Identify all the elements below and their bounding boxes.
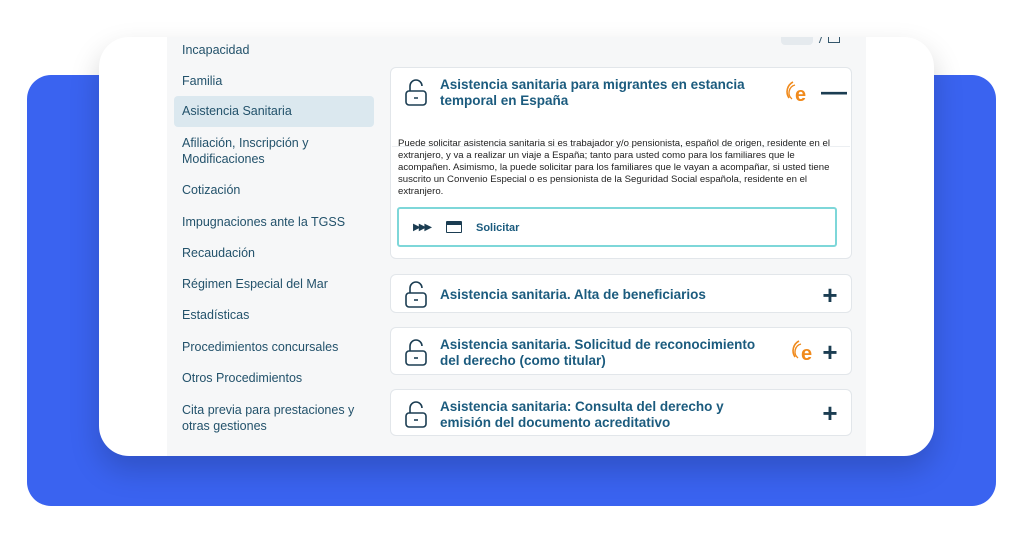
panel-title[interactable]: Asistencia sanitaria. Solicitud de reconocimiento del derecho (como titular) [440,337,756,368]
arrows-icon: ▶▶▶ [413,222,431,233]
service-panel-migrantes [390,67,852,259]
svg-text:e: e [795,84,807,106]
panel-title[interactable]: Asistencia sanitaria. Alta de beneficiarios [440,287,706,302]
solicitar-label: Solicitar [476,222,520,234]
window-icon [446,221,462,233]
sidebar-item-cotizacion[interactable]: Cotización [182,183,241,197]
svg-text:e: e [801,343,813,365]
expand-button[interactable]: + [822,337,838,367]
sidebar-item-regimen-mar[interactable]: Régimen Especial del Mar [182,277,328,291]
expand-button[interactable]: + [822,280,838,310]
sidebar-item-procedimientos-concursales[interactable]: Procedimientos concursales [182,340,339,354]
solicitar-button[interactable] [397,207,837,247]
sidebar-item-recaudacion[interactable]: Recaudación [182,246,255,260]
view-icon[interactable] [828,37,840,43]
sidebar-item-estadisticas[interactable]: Estadísticas [182,308,250,322]
collapse-button[interactable]: — [821,76,847,106]
top-toolbar-fragment [781,37,841,47]
sidebar-item-familia[interactable]: Familia [182,74,223,88]
service-panel-reconocimiento-derecho[interactable] [390,327,852,375]
lock-open-icon [405,78,427,106]
sidebar-item-afiliacion[interactable]: Afiliación, Inscripción y Modificaciones [182,136,309,166]
lock-open-icon [405,280,427,308]
lock-open-icon [405,400,427,428]
panel-title[interactable]: Asistencia sanitaria para migrantes en estancia temporal en España [440,77,745,108]
sidebar [174,37,376,456]
panel-description: Puede solicitar asistencia sanitaria si es trabajador y/o pensionista, español de origen, residente en el extranjero, y va a realizar un viaje a España; tanto para usted como para los familiares que le acompañen. Asimismo, la puede solicitar para los familiares que le vayan a acompañar, si usted tiene suscrito un Convenio Especial o es pensionista de la Seguridad Social española, residente en el extranjero. [398,138,830,197]
e-service-icon [791,337,819,365]
panel-title[interactable]: Asistencia sanitaria: Consulta del derecho y emisión del documento acreditativo [440,399,724,430]
sidebar-item-incapacidad[interactable]: Incapacidad [182,43,250,57]
service-panel-alta-beneficiarios[interactable] [390,274,852,313]
service-panel-consulta-derecho[interactable] [390,389,852,436]
separator-icon [813,37,824,43]
sidebar-item-impugnaciones[interactable]: Impugnaciones ante la TGSS [182,215,346,229]
sidebar-item-cita-previa[interactable]: Cita previa para prestaciones y otras gestiones [182,403,355,433]
toolbar-pill[interactable] [781,37,813,45]
sidebar-item-asistencia-sanitaria[interactable]: Asistencia Sanitaria [174,96,374,127]
e-service-icon [785,78,813,106]
lock-open-icon [405,338,427,366]
screenshot-card [99,37,934,456]
expand-button[interactable]: + [822,398,838,428]
sidebar-item-otros-procedimientos[interactable]: Otros Procedimientos [182,371,303,385]
